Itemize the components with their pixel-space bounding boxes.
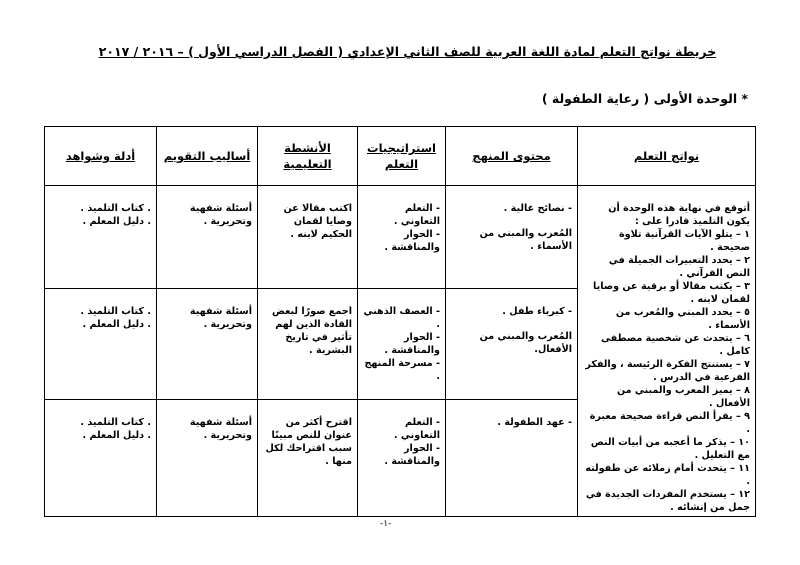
header-assessment: أساليب التقويم [157,127,258,186]
outcomes-cell [578,186,756,517]
content-item: - كبرياء طفل . [502,306,572,317]
table-header-row [45,127,756,186]
strategy-item: - العصف الذهني . [363,306,440,330]
outcome-item: ١٢ – يستخدم المفردات الجديدة في جمل من إنشائه . [585,489,750,513]
assessment-cell [157,289,258,400]
tools-cell [45,289,157,400]
learning-outcomes-table [44,126,756,517]
outcome-item: ١٠ – يذكر ما أعجبه من أبيات النص مع التعليل . [590,437,750,461]
table-row [45,186,756,289]
header-outcomes: نواتج التعلم [578,127,756,186]
activities-cell [258,186,358,289]
activities-cell [258,289,358,400]
strategies-cell [358,289,446,400]
assessment-item: أسئلة شفهية وتحريرية . [189,203,252,227]
content-item: المُعرب والمبني من الأسماء . [479,228,572,252]
tool-item: . كتاب التلميذ . [80,203,151,214]
outcome-intro: أتوقع في نهاية هذه الوحدة أن يكون التلميذ قادرا على : [608,203,750,227]
content-item: المُعرب والمبني من الأفعال. [479,331,572,355]
tool-item: . دليل المعلم . [82,430,151,441]
strategies-cell [358,400,446,517]
outcome-item: ١١ – يتحدث أمام زملائه عن طفولته . [585,463,750,487]
outcome-item: ٩ – يقرأ النص قراءة صحيحة معبرة . [589,411,750,435]
activity-item: اجمع صورًا لبعض القادة الذين لهم تأثير في تاريخ البشرية . [272,306,352,356]
strategy-item: - الحوار والمناقشة . [384,229,440,253]
assessment-item: أسئلة شفهية وتحريرية . [189,306,252,330]
assessment-cell [157,186,258,289]
document-title: خريطة نواتج التعلم لمادة اللغة العربية للصف الثاني الإعدادي ( الفصل الدراسي الأول ) – ٢٠١٦ / ٢٠١٧ [98,44,717,59]
tool-item: . كتاب التلميذ . [80,417,151,428]
content-item: - نصائح غالية . [503,203,572,214]
tools-cell [45,186,157,289]
tool-item: . دليل المعلم . [82,319,151,330]
strategies-cell [358,186,446,289]
page-number: -١- [380,519,392,529]
content-cell [446,400,578,517]
outcome-item: ٢ – يحدد التعبيرات الجميلة في النص القرآني . [608,255,750,279]
outcome-item: ٦ – يتحدث عن شخصية مصطفى كامل . [600,333,750,357]
tools-cell [45,400,157,517]
assessment-cell [157,400,258,517]
strategy-item: - مسرحة المنهج . [364,358,440,382]
header-activities: الأنشطة التعليمية [258,127,358,186]
header-content: محتوى المنهج [446,127,578,186]
tool-item: . دليل المعلم . [82,216,151,227]
content-cell [446,289,578,400]
outcome-item: ٨ – يميز المعرب والمبني من الأفعال . [616,385,750,409]
outcome-item: ٣ – يكتب مقالا أو برقية عن وصايا لقمان لابنه . [593,281,750,305]
activity-item: اكتب مقالا عن وصايا لقمان الحكيم لابنه . [283,203,352,240]
unit-title: * الوحدة الأولى ( رعاية الطفولة ) [541,91,748,106]
strategy-item: - الحوار والمناقشة . [384,332,440,356]
assessment-item: أسئلة شفهية وتحريرية . [189,417,252,441]
outcome-item: ١ – يتلو الآيات القرآنية تلاوة صحيحة . [619,229,750,253]
tool-item: . كتاب التلميذ . [80,306,151,317]
content-cell [446,186,578,289]
header-strategies: استراتيجيات التعلم [358,127,446,186]
content-item: - عهد الطفولة . [497,417,572,428]
strategy-item: - التعلم التعاوني . [393,203,440,227]
activity-item: اقترح أكثر من عنوان للنص مبينًا سبب اقتراحك لكل منها . [265,417,352,467]
header-tools: أدلة وشواهد [45,127,157,186]
activities-cell [258,400,358,517]
strategy-item: - الحوار والمناقشة . [384,443,440,467]
outcome-item: ٧ – يستنتج الفكرة الرئيسة ، والفكر الفرعية في الدرس . [585,359,750,383]
strategy-item: - التعلم التعاوني . [393,417,440,441]
outcome-item: ٥ – يحدد المبني والمُعرب من الأسماء . [615,307,750,331]
